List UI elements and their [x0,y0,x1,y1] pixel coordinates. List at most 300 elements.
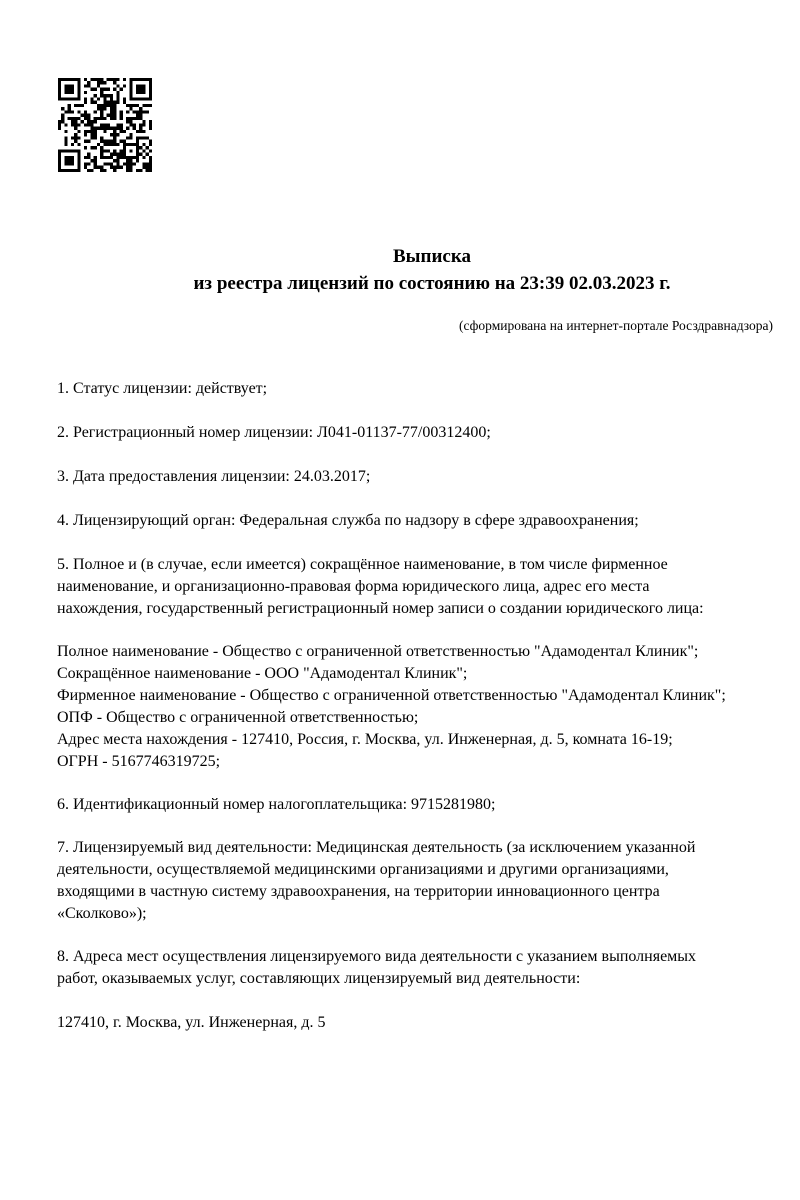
qr-module [68,107,71,110]
qr-module [94,120,97,123]
qr-module [146,110,149,113]
qr-module [149,120,152,123]
qr-module [116,78,119,81]
qr-module [103,94,106,97]
issue-date: 3. Дата предоставления лицензии: 24.03.2017; [57,468,371,485]
qr-module [139,123,142,126]
qr-module [64,136,67,139]
document-subtitle: из реестра лицензий по состоянию на 23:39 02.03.2023 г. [193,273,671,294]
qr-module [74,78,77,81]
qr-module [142,120,145,123]
qr-module [74,169,77,172]
qr-module [100,169,103,172]
qr-module [113,101,116,104]
qr-module [100,91,103,94]
qr-module [58,97,61,100]
qr-module [100,81,103,84]
qr-module [113,166,116,169]
qr-module [71,117,74,120]
qr-module [146,162,149,165]
qr-module [68,159,71,162]
qr-module [74,127,77,130]
qr-module [126,156,129,159]
qr-module [149,123,152,126]
qr-module [64,149,67,152]
qr-module [133,123,136,126]
qr-module [139,91,142,94]
qr-module [136,136,139,139]
qr-module [84,97,87,100]
qr-module [74,136,77,139]
qr-module [97,127,100,130]
qr-module [103,123,106,126]
qr-module [110,127,113,130]
qr-module [68,110,71,113]
qr-module [90,127,93,130]
qr-module [58,159,61,162]
qr-module [133,143,136,146]
qr-module [136,91,139,94]
qr-module [64,143,67,146]
qr-module [107,143,110,146]
qr-module [120,110,123,113]
qr-module [61,117,64,120]
qr-module [94,117,97,120]
qr-module [149,140,152,143]
qr-module [77,81,80,84]
qr-module [90,101,93,104]
qr-module [142,97,145,100]
qr-module [146,97,149,100]
qr-module [74,117,77,120]
qr-module [129,123,132,126]
qr-module [100,117,103,120]
qr-module [71,97,74,100]
qr-module [133,127,136,130]
qr-module [149,166,152,169]
qr-module [58,169,61,172]
qr-module [129,104,132,107]
qr-module [110,78,113,81]
qr-module [68,149,71,152]
qr-module [84,166,87,169]
qr-module [139,130,142,133]
qr-module [136,110,139,113]
qr-module [120,127,123,130]
qr-module [129,166,132,169]
qr-module [87,156,90,159]
qr-module [84,156,87,159]
qr-module [64,97,67,100]
item7-line: деятельности, осуществляемой медицинскими организациями и другими организациями, [57,861,669,878]
portal-note: (сформирована на интернет-портале Росздравнадзора) [459,318,774,333]
qr-module [120,166,123,169]
qr-module [94,156,97,159]
qr-module [113,136,116,139]
qr-module [74,149,77,152]
qr-module [123,130,126,133]
qr-module [116,91,119,94]
qr-code-icon [58,78,152,172]
qr-module [123,149,126,152]
qr-module [61,149,64,152]
qr-module [94,166,97,169]
qr-module [142,149,145,152]
qr-module [120,88,123,91]
qr-module [142,156,145,159]
qr-module [100,146,103,149]
qr-module [126,162,129,165]
qr-module [71,143,74,146]
qr-module [120,153,123,156]
qr-module [58,123,61,126]
qr-module [94,78,97,81]
qr-module [110,110,113,113]
qr-module [110,153,113,156]
qr-module [103,162,106,165]
qr-module [110,162,113,165]
qr-module [71,159,74,162]
qr-module [77,156,80,159]
qr-module [136,104,139,107]
qr-module [146,136,149,139]
item5-line: нахождения, государственный регистрационный номер записи о создании юридического лица: [57,600,704,617]
qr-module [71,149,74,152]
qr-module [116,84,119,87]
qr-module [133,97,136,100]
qr-module [77,153,80,156]
qr-module [87,81,90,84]
qr-module [126,127,129,130]
qr-module [61,120,64,123]
qr-module [136,78,139,81]
qr-module [136,153,139,156]
qr-module [126,120,129,123]
qr-module [58,94,61,97]
qr-module [113,169,116,172]
qr-module [139,88,142,91]
qr-module [149,127,152,130]
qr-module [77,166,80,169]
qr-module [77,84,80,87]
qr-module [149,143,152,146]
qr-module [113,88,116,91]
qr-module [139,127,142,130]
qr-module [107,104,110,107]
qr-module [149,156,152,159]
qr-module [139,117,142,120]
qr-module [103,143,106,146]
qr-module [146,104,149,107]
qr-module [71,84,74,87]
qr-module [103,169,106,172]
qr-module [139,136,142,139]
qr-module [107,162,110,165]
qr-module [90,133,93,136]
qr-module [100,127,103,130]
qr-module [149,159,152,162]
qr-module [113,143,116,146]
qr-module [126,136,129,139]
qr-module [77,94,80,97]
qr-module [103,101,106,104]
qr-module [90,120,93,123]
qr-module [116,159,119,162]
qr-module [129,91,132,94]
qr-module [87,120,90,123]
qr-module [123,156,126,159]
qr-module [94,162,97,165]
qr-module [84,84,87,87]
qr-module [71,88,74,91]
qr-module [71,110,74,113]
qr-module [61,107,64,110]
qr-module [146,78,149,81]
qr-module [87,162,90,165]
qr-module [100,136,103,139]
qr-module [84,91,87,94]
qr-module [103,107,106,110]
qr-module [100,156,103,159]
qr-module [97,97,100,100]
qr-module [129,107,132,110]
qr-module [77,78,80,81]
qr-module [61,97,64,100]
qr-module [113,104,116,107]
qr-module [120,117,123,120]
qr-module [103,104,106,107]
org-legal-form: ОПФ - Общество с ограниченной ответственностью; [57,709,419,726]
qr-module [123,153,126,156]
qr-module [64,88,67,91]
qr-module [116,97,119,100]
qr-module [90,169,93,172]
qr-module [71,78,74,81]
qr-module [136,149,139,152]
qr-module [116,123,119,126]
qr-module [123,101,126,104]
qr-module [110,156,113,159]
qr-module [90,130,93,133]
qr-module [110,166,113,169]
qr-module [77,91,80,94]
qr-module [68,84,71,87]
item5-line: 5. Полное и (в случае, если имеется) сокращённое наименование, в том числе фирменное [57,556,668,573]
org-full-name: Полное наименование - Общество с ограниченной ответственностью "Адамодентал Клиник"; [57,643,699,660]
qr-module [64,162,67,165]
qr-module [129,81,132,84]
qr-module [146,169,149,172]
qr-module [77,130,80,133]
qr-module [126,110,129,113]
qr-module [123,97,126,100]
document-title: Выписка [393,246,471,267]
qr-module [94,88,97,91]
qr-module [58,156,61,159]
qr-module [139,97,142,100]
qr-module [77,162,80,165]
qr-module [113,149,116,152]
qr-module [136,88,139,91]
qr-module [58,162,61,165]
qr-module [84,130,87,133]
qr-module [129,156,132,159]
item8-line: работ, оказываемых услуг, составляющих лицензируемый вид деятельности: [57,970,581,987]
qr-module [94,136,97,139]
qr-module [142,104,145,107]
qr-module [116,101,119,104]
qr-module [149,91,152,94]
qr-module [94,110,97,113]
qr-module [123,78,126,81]
qr-module [100,78,103,81]
qr-module [136,159,139,162]
qr-module [58,127,61,130]
qr-module [136,140,139,143]
qr-module [123,84,126,87]
qr-module [77,104,80,107]
qr-module [129,169,132,172]
qr-module [107,94,110,97]
qr-module [71,156,74,159]
qr-module [110,143,113,146]
qr-module [113,117,116,120]
qr-module [87,153,90,156]
qr-module [77,169,80,172]
qr-module [149,94,152,97]
qr-module [90,159,93,162]
qr-module [136,143,139,146]
item8-line: 8. Адреса мест осуществления лицензируемого вида деятельности с указанием выполняемых [57,948,697,965]
qr-module [74,104,77,107]
qr-module [113,81,116,84]
qr-module [100,153,103,156]
qr-module [64,123,67,126]
qr-module [142,143,145,146]
qr-module [87,140,90,143]
qr-module [77,123,80,126]
qr-module [97,84,100,87]
qr-module [94,133,97,136]
org-brand-name: Фирменное наименование - Общество с ограниченной ответственностью "Адамодентал Клиник"; [57,687,726,704]
qr-module [100,88,103,91]
qr-module [97,107,100,110]
qr-module [149,169,152,172]
qr-module [126,169,129,172]
qr-module [149,97,152,100]
qr-module [58,120,61,123]
qr-module [136,130,139,133]
qr-module [110,101,113,104]
qr-module [113,153,116,156]
qr-module [103,97,106,100]
qr-module [77,117,80,120]
qr-module [139,78,142,81]
qr-module [123,162,126,165]
qr-module [68,162,71,165]
qr-module [58,88,61,91]
qr-module [94,101,97,104]
qr-module [68,117,71,120]
qr-module [149,149,152,152]
qr-module [103,81,106,84]
activity-address: 127410, г. Москва, ул. Инженерная, д. 5 [57,1014,326,1031]
qr-module [94,146,97,149]
qr-module [90,78,93,81]
qr-module [64,91,67,94]
licensing-authority: 4. Лицензирующий орган: Федеральная служба по надзору в сфере здравоохранения; [57,512,639,529]
qr-module [100,140,103,143]
qr-module [123,143,126,146]
qr-module [64,169,67,172]
qr-module [97,78,100,81]
qr-module [84,101,87,104]
qr-module [116,143,119,146]
qr-module [61,169,64,172]
qr-module [129,159,132,162]
qr-module [142,110,145,113]
qr-module [107,114,110,117]
qr-module [94,130,97,133]
org-ogrn: ОГРН - 5167746319725; [57,753,221,770]
qr-module [110,97,113,100]
qr-module [110,107,113,110]
qr-module [113,107,116,110]
qr-module [100,149,103,152]
qr-module [103,149,106,152]
qr-module [84,146,87,149]
qr-module [139,107,142,110]
qr-module [133,162,136,165]
qr-module [107,127,110,130]
qr-code-graphic [58,78,152,172]
qr-module [126,104,129,107]
qr-module [97,117,100,120]
qr-module [129,94,132,97]
qr-module [68,169,71,172]
qr-module [77,149,80,152]
qr-module [129,88,132,91]
qr-module [58,149,61,152]
qr-module [149,81,152,84]
qr-module [74,120,77,123]
qr-module [84,162,87,165]
qr-module [84,78,87,81]
qr-module [64,78,67,81]
qr-module [116,153,119,156]
qr-module [120,156,123,159]
qr-module [142,130,145,133]
qr-module [71,169,74,172]
qr-module [116,156,119,159]
qr-module [74,133,77,136]
qr-module [107,140,110,143]
qr-module [77,110,80,113]
qr-module [116,133,119,136]
qr-module [120,130,123,133]
qr-module [90,136,93,139]
qr-module [58,78,61,81]
qr-module [64,159,67,162]
qr-module [84,114,87,117]
qr-module [113,159,116,162]
qr-module [74,97,77,100]
qr-module [113,130,116,133]
qr-module [77,159,80,162]
qr-module [139,110,142,113]
qr-module [84,140,87,143]
qr-module [100,123,103,126]
